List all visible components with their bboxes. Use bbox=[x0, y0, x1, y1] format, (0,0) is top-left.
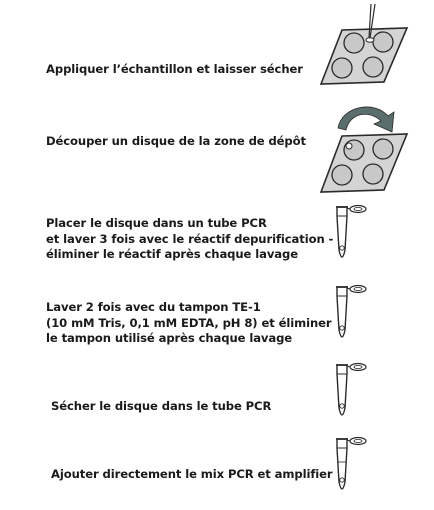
card-pipette-icon bbox=[318, 0, 418, 90]
step-4-line-3: le tampon utilisé après chaque lavage bbox=[46, 331, 293, 345]
step-2-line-1: Découper un disque de la zone de dépôt bbox=[46, 134, 306, 148]
step-4-text bbox=[46, 300, 331, 347]
step-3-line-3: éliminer le réactif après chaque lavage bbox=[46, 247, 298, 261]
pcr-tube-icon bbox=[332, 432, 376, 504]
step-6-line-1: Ajouter directement le mix PCR et amplifier bbox=[51, 467, 333, 481]
card-punch-icon bbox=[318, 98, 418, 198]
pcr-tube-icon bbox=[332, 200, 376, 272]
pcr-tube-icon bbox=[332, 280, 376, 352]
step-4-line-1: Laver 2 fois avec du tampon TE-1 bbox=[46, 300, 261, 314]
step-6-text bbox=[51, 467, 333, 483]
step-5-line-1: Sécher le disque dans le tube PCR bbox=[51, 399, 272, 413]
step-2-text bbox=[46, 134, 306, 150]
step-4-line-2: (10 mM Tris, 0,1 mM EDTA, pH 8) et éliminer bbox=[46, 315, 332, 330]
step-3-line-2: et laver 3 fois avec le réactif depurification - bbox=[46, 231, 334, 246]
pcr-tube-icon bbox=[332, 358, 376, 430]
step-3-line-1: Placer le disque dans un tube PCR bbox=[46, 216, 267, 230]
step-3-text bbox=[46, 216, 333, 263]
step-5-text bbox=[51, 399, 271, 415]
step-1-text bbox=[46, 62, 303, 78]
step-1-line-1: Appliquer l’échantillon et laisser sécher bbox=[46, 62, 303, 76]
